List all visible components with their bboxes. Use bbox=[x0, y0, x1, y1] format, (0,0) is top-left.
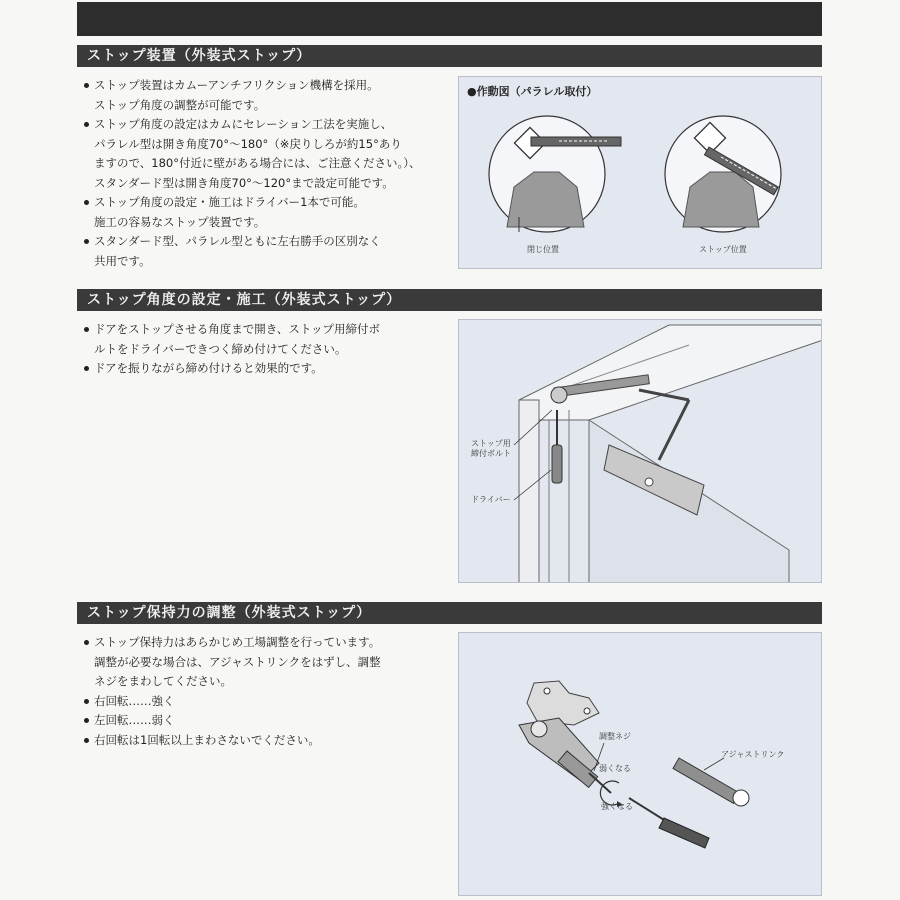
adjust-link-label: アジャストリンク bbox=[721, 750, 785, 759]
bolt-label-line2: 締付ボルト bbox=[471, 449, 511, 458]
list-item: ストップ装置はカムーアンチフリクション機構を採用。 ストップ角度の調整が可能です。 bbox=[84, 76, 454, 115]
figure-title: ●作動図（パラレル取付） bbox=[467, 85, 598, 98]
holding-force-bullets bbox=[84, 633, 454, 750]
adjust-screw-label: 調整ネジ bbox=[599, 732, 631, 741]
list-item: ドアをストップさせる角度まで開き、ストップ用締付ボ ルトをドライバーできつく締め付けてください。 bbox=[84, 320, 454, 359]
stop-position-label: ストップ位置 bbox=[699, 245, 747, 254]
list-item: ストップ角度の設定・施工はドライバー1本で可能。 施工の容易なストップ装置です。 bbox=[84, 193, 454, 232]
list-item: ストップ角度の設定はカムにセレーション工法を実施し、 パラレル型は開き角度70°～180°（※戻りしろが約15°あり ますので、180°付近に壁がある場合には、ご注意ください。）、 スタンダード型は開き角度70°～120°まで設定可能です。 bbox=[84, 115, 454, 193]
door-setting-illustration bbox=[458, 319, 822, 583]
list-item: 右回転は1回転以上まわさないでください。 bbox=[84, 731, 454, 751]
adjustment-illustration bbox=[458, 632, 822, 896]
section-header-stop-device: ストップ装置（外装式ストップ） bbox=[77, 45, 822, 67]
list-item: スタンダード型、パラレル型ともに左右勝手の区別なく 共用です。 bbox=[84, 232, 454, 271]
operation-diagram-drawing bbox=[459, 77, 822, 269]
weaker-label: 弱くなる bbox=[599, 764, 631, 773]
adjustment-drawing bbox=[459, 633, 822, 896]
driver-label: ドライバー bbox=[471, 495, 511, 504]
stronger-label: 強くなる bbox=[601, 802, 633, 811]
top-banner bbox=[77, 2, 822, 36]
angle-setting-bullets bbox=[84, 320, 454, 379]
operation-diagram bbox=[458, 76, 822, 269]
section-header-angle-setting: ストップ角度の設定・施工（外装式ストップ） bbox=[77, 289, 822, 311]
bolt-label-line1: ストップ用 bbox=[471, 439, 511, 448]
list-item: 右回転……強く bbox=[84, 692, 454, 712]
list-item: ドアを振りながら締め付けると効果的です。 bbox=[84, 359, 454, 379]
list-item: ストップ保持力はあらかじめ工場調整を行っています。 調整が必要な場合は、アジャストリンクをはずし、調整 ネジをまわしてください。 bbox=[84, 633, 454, 692]
stop-device-bullets bbox=[84, 76, 454, 271]
list-item: 左回転……弱く bbox=[84, 711, 454, 731]
door-setting-drawing bbox=[459, 320, 822, 583]
section-header-holding-force: ストップ保持力の調整（外装式ストップ） bbox=[77, 602, 822, 624]
closed-position-label: 閉じ位置 bbox=[527, 245, 559, 254]
